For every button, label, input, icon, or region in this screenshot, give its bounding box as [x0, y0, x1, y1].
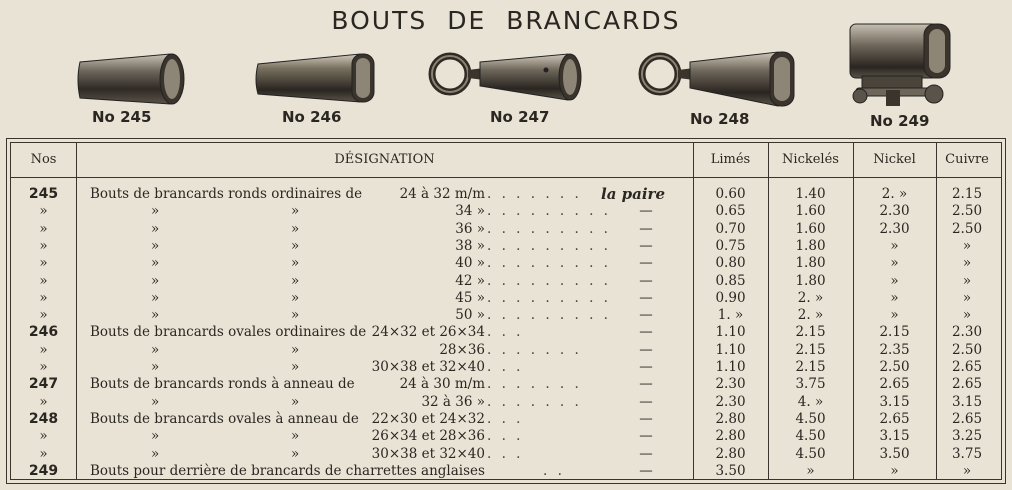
figure-247 [428, 50, 592, 110]
table-row [11, 222, 1001, 237]
cell-no: 245 [28, 186, 59, 202]
table-row [11, 343, 1001, 358]
cell-limes: 2.80 [715, 445, 746, 462]
cell-nickeles: 1.80 [795, 272, 826, 289]
cell-nickeles: 1.80 [795, 255, 826, 272]
cell-cuivre: 2.65 [951, 376, 983, 393]
cell-ditto-2: » [291, 237, 300, 254]
table-row [11, 360, 1001, 375]
cell-cuivre: » [962, 289, 972, 306]
header-designation: DÉSIGNATION [334, 152, 435, 167]
cell-size: 45 » [455, 289, 485, 306]
cell-unit: — [639, 237, 653, 254]
cell-ditto-1: » [151, 220, 160, 237]
price-table [6, 138, 1006, 484]
header-nickeles: Nickelés [782, 152, 839, 167]
table-row [11, 187, 1001, 202]
cell-unit: — [639, 445, 653, 462]
table-row [11, 412, 1001, 427]
cell-designation: Bouts de brancards ovales ordinaires de [90, 324, 367, 341]
cell-nickel: 2.65 [879, 410, 910, 427]
cell-unit: — [639, 272, 653, 289]
cell-nickel: » [890, 462, 899, 479]
cell-nickeles: 1.80 [795, 237, 826, 254]
cell-limes: 0.90 [715, 289, 746, 306]
cell-limes: 0.60 [715, 186, 746, 202]
cell-nickel: » [890, 307, 899, 324]
cell-size: 36 » [455, 220, 485, 237]
cell-limes: 1.10 [715, 359, 746, 375]
cell-limes: 1.10 [715, 324, 746, 341]
cell-designation: Bouts de brancards ronds à anneau de [90, 376, 355, 393]
cell-cuivre: 2.50 [951, 203, 983, 220]
cell-nickel: 2.50 [879, 359, 910, 375]
cell-ditto-2: » [291, 272, 300, 289]
cell-leader-dots: . . . . . . . . . [487, 203, 611, 220]
cell-size: 26×34 et 28×36 [371, 428, 485, 445]
straight-tube-icon [72, 48, 190, 110]
cell-leader-dots: . . . . . . . [487, 376, 582, 393]
cell-ditto-1: » [151, 237, 160, 254]
cell-unit: — [639, 255, 653, 272]
cell-designation: Bouts pour derrière de brancards de charrettes anglaises [90, 462, 485, 479]
table-row [11, 377, 1001, 392]
cell-size: 34 » [455, 203, 485, 220]
cell-nickel: 3.15 [879, 393, 910, 410]
header-cuivre: Cuivre [945, 152, 989, 167]
cell-nickeles: 4.50 [795, 428, 826, 445]
cell-nickeles: 2.15 [795, 341, 826, 358]
cell-nickel: » [890, 289, 899, 306]
cell-no: » [39, 237, 48, 254]
cell-ditto-2: » [291, 220, 300, 237]
cell-size: 22×30 et 24×32 [371, 410, 485, 427]
cell-nickel: 2.15 [879, 324, 910, 341]
cell-limes: 3.50 [715, 462, 746, 479]
cell-cuivre: 2.50 [951, 220, 983, 237]
table-row [11, 291, 1001, 306]
cell-leader-dots: . . . . . . . [487, 393, 582, 410]
rear-clamp-tube-icon [846, 20, 956, 112]
cell-no: 248 [28, 410, 59, 427]
cell-ditto-1: » [151, 359, 160, 375]
figure-249 [846, 20, 956, 112]
cell-leader-dots: . . . . . . . . . [487, 237, 611, 254]
figure-label-249: No 249 [870, 112, 930, 130]
table-row [11, 395, 1001, 410]
cell-size: 40 » [455, 255, 485, 272]
cell-cuivre: » [962, 272, 972, 289]
cell-no: » [39, 428, 48, 445]
cell-leader-dots: . . . . . . . . . [487, 289, 611, 306]
cell-no: 247 [28, 376, 59, 393]
cell-leader-dots: . . . . . . . . . [487, 272, 611, 289]
cell-ditto-1: » [151, 393, 160, 410]
cell-leader-dots: . . [543, 462, 565, 479]
table-row [11, 239, 1001, 254]
cell-cuivre: 2.15 [951, 186, 983, 202]
cell-ditto-2: » [291, 255, 300, 272]
cell-nickel: 2.65 [879, 376, 910, 393]
cell-nickel: 2.30 [879, 203, 910, 220]
cell-limes: 2.30 [715, 393, 746, 410]
oval-tube-icon [252, 48, 378, 110]
figure-label-245: No 245 [92, 108, 152, 126]
cell-ditto-2: » [291, 341, 300, 358]
cell-leader-dots: . . . . . . . . . [487, 220, 611, 237]
cell-size: 30×38 et 32×40 [371, 445, 485, 462]
cell-leader-dots: . . . [487, 428, 524, 445]
cell-nickel: 2. » [881, 186, 908, 202]
cell-nickeles: 1.60 [795, 220, 826, 237]
cell-nickeles: 2. » [797, 307, 824, 324]
cell-cuivre: 3.15 [951, 393, 983, 410]
cell-ditto-1: » [151, 445, 160, 462]
cell-ditto-2: » [291, 428, 300, 445]
cell-ditto-2: » [291, 393, 300, 410]
table-row [11, 325, 1001, 340]
cell-limes: 2.30 [715, 376, 746, 393]
table-row [11, 308, 1001, 323]
cell-limes: 2.80 [715, 428, 746, 445]
cell-leader-dots: . . . . . . . . . [487, 307, 611, 324]
cell-nickeles: 2. » [797, 289, 824, 306]
cell-unit: — [639, 289, 653, 306]
cell-unit: — [639, 428, 653, 445]
cell-size: 32 à 36 » [421, 393, 485, 410]
cell-nickel: » [890, 255, 899, 272]
cell-leader-dots: . . . . . . . . . [487, 255, 611, 272]
cell-cuivre: » [962, 462, 972, 479]
cell-size: 38 » [455, 237, 485, 254]
cell-size: 24 à 30 m/m [399, 376, 485, 393]
cell-cuivre: 2.65 [951, 359, 983, 375]
cell-nickeles: 2.15 [795, 324, 826, 341]
ring-tube-icon [428, 50, 592, 110]
cell-ditto-1: » [151, 289, 160, 306]
cell-ditto-1: » [151, 272, 160, 289]
cell-nickeles: » [806, 462, 815, 479]
cell-leader-dots: . . . [487, 410, 524, 427]
cell-nickel: 2.30 [879, 220, 910, 237]
cell-nickeles: 3.75 [795, 376, 826, 393]
figure-label-246: No 246 [282, 108, 342, 126]
cell-size: 24 à 32 m/m [399, 186, 485, 202]
table-row [11, 464, 1001, 479]
cell-no: » [39, 341, 48, 358]
cell-nickeles: 4.50 [795, 410, 826, 427]
cell-leader-dots: . . . [487, 445, 524, 462]
cell-nickeles: 1.60 [795, 203, 826, 220]
cell-no: » [39, 307, 48, 324]
cell-no: » [39, 393, 48, 410]
cell-unit: — [639, 307, 653, 324]
cell-nickeles: 4. » [797, 393, 824, 410]
cell-nickel: » [890, 237, 899, 254]
cell-limes: 0.65 [715, 203, 746, 220]
header-nos: Nos [30, 152, 57, 167]
cell-cuivre: » [962, 255, 972, 272]
cell-unit: — [639, 203, 653, 220]
cell-cuivre: » [962, 307, 972, 324]
cell-ditto-1: » [151, 255, 160, 272]
cell-size: 50 » [455, 307, 485, 324]
cell-unit: la paire [601, 185, 665, 203]
figure-246 [252, 48, 378, 110]
cell-leader-dots: . . . [487, 324, 524, 341]
table-row [11, 256, 1001, 271]
cell-unit: — [639, 341, 653, 358]
cell-no: » [39, 359, 48, 375]
cell-unit: — [639, 376, 653, 393]
cell-size: 24×32 et 26×34 [371, 324, 485, 341]
table-row [11, 204, 1001, 219]
cell-limes: 0.80 [715, 255, 746, 272]
cell-no: » [39, 255, 48, 272]
cell-nickeles: 1.40 [795, 186, 826, 202]
cell-cuivre: 2.65 [951, 410, 983, 427]
cell-limes: 0.85 [715, 272, 746, 289]
cell-no: » [39, 272, 48, 289]
cell-nickeles: 4.50 [795, 445, 826, 462]
cell-cuivre: » [962, 237, 972, 254]
cell-ditto-1: » [151, 307, 160, 324]
cell-unit: — [639, 462, 653, 479]
table-row [11, 429, 1001, 444]
cell-cuivre: 2.50 [951, 341, 983, 358]
cell-unit: — [639, 220, 653, 237]
cell-ditto-1: » [151, 428, 160, 445]
cell-unit: — [639, 410, 653, 427]
figure-label-248: No 248 [690, 110, 750, 128]
cell-nickel: 3.15 [879, 428, 910, 445]
cell-nickel: » [890, 272, 899, 289]
cell-unit: — [639, 324, 653, 341]
cell-designation: Bouts de brancards ovales à anneau de [90, 410, 359, 427]
cell-no: 249 [28, 462, 59, 479]
cell-ditto-1: » [151, 341, 160, 358]
cell-limes: 0.75 [715, 237, 746, 254]
cell-size: 28×36 [439, 341, 485, 358]
cell-limes: 2.80 [715, 410, 746, 427]
cell-designation: Bouts de brancards ronds ordinaires de [90, 186, 363, 202]
cell-size: 30×38 et 32×40 [371, 359, 485, 375]
cell-leader-dots: . . . . . . . [487, 186, 582, 202]
cell-nickel: 3.50 [879, 445, 910, 462]
cell-limes: 1. » [717, 307, 744, 324]
cell-no: » [39, 220, 48, 237]
cell-unit: — [639, 393, 653, 410]
cell-ditto-2: » [291, 307, 300, 324]
cell-cuivre: 2.30 [951, 324, 983, 341]
cell-unit: — [639, 359, 653, 375]
figure-248 [638, 50, 802, 112]
figure-245 [72, 48, 190, 110]
table-row [11, 274, 1001, 289]
table-row [11, 447, 1001, 462]
cell-ditto-2: » [291, 203, 300, 220]
cell-size: 42 » [455, 272, 485, 289]
cell-limes: 1.10 [715, 341, 746, 358]
cell-ditto-2: » [291, 445, 300, 462]
cell-limes: 0.70 [715, 220, 746, 237]
cell-nickel: 2.35 [879, 341, 910, 358]
cell-ditto-1: » [151, 203, 160, 220]
cell-ditto-2: » [291, 289, 300, 306]
cell-no: » [39, 203, 48, 220]
header-limes: Limés [710, 152, 751, 167]
cell-no: » [39, 445, 48, 462]
cell-nickeles: 2.15 [795, 359, 826, 375]
figure-label-247: No 247 [490, 108, 550, 126]
header-nickel: Nickel [873, 152, 916, 167]
cell-cuivre: 3.25 [951, 428, 983, 445]
cell-no: » [39, 289, 48, 306]
cell-cuivre: 3.75 [951, 445, 983, 462]
cell-no: 246 [28, 324, 59, 341]
page-title: BOUTS DE BRANCARDS [331, 6, 681, 35]
ring-oval-tube-icon [638, 50, 802, 112]
cell-ditto-2: » [291, 359, 300, 375]
cell-leader-dots: . . . . . . . [487, 341, 582, 358]
cell-leader-dots: . . . [487, 359, 524, 375]
